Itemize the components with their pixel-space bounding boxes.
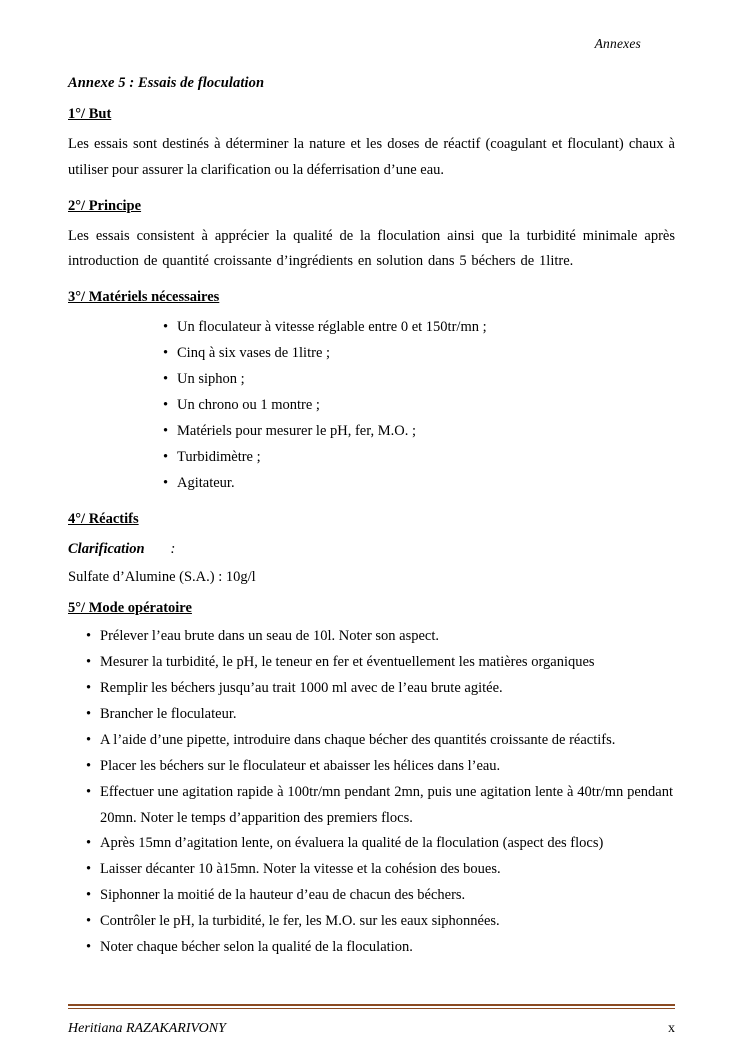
subheading-colon: : — [170, 540, 176, 557]
list-item — [163, 367, 675, 393]
list-item — [86, 676, 675, 702]
list-item-label: Mesurer la turbidité, le pH, le teneur en fer et éventuellement les matières organiques — [100, 653, 595, 670]
list-item — [163, 471, 675, 497]
bullet-icon: • — [163, 423, 169, 439]
list-item-label: Noter chaque bécher selon la qualité de la floculation. — [100, 939, 413, 956]
list-item-label: Placer les béchers sur le floculateur et abaisser les hélices dans l’eau. — [100, 757, 501, 774]
bullet-icon: • — [86, 653, 92, 670]
bullet-icon: • — [86, 887, 92, 904]
list-item-label: Effectuer une agitation rapide à 100tr/mn pendant 2mn, puis une agitation lente à 40tr/mn pendant 20mn. Noter le temps d’apparition des premiers flocs. — [100, 783, 673, 826]
footer-rule-thin — [68, 1008, 675, 1009]
list-item — [86, 883, 675, 909]
list-item-label: Brancher le floculateur. — [100, 705, 237, 722]
list-item-label: Remplir les béchers jusqu’au trait 1000 ml avec de l’eau brute agitée. — [100, 679, 503, 696]
footer-page-number: x — [668, 1021, 675, 1036]
bullet-icon: • — [86, 783, 92, 800]
list-item-label: Après 15mn d’agitation lente, on évaluera la qualité de la floculation (aspect des flocs) — [100, 835, 604, 852]
bullet-icon: • — [86, 835, 92, 852]
materiels-list — [68, 315, 675, 497]
list-item — [86, 624, 675, 650]
page-footer — [68, 1021, 675, 1037]
subheading-clarification — [68, 541, 675, 558]
bullet-icon: • — [163, 345, 169, 362]
list-item-label: Prélever l’eau brute dans un seau de 10l. Noter son aspect. — [100, 627, 440, 644]
bullet-icon: • — [86, 731, 92, 748]
bullet-icon: • — [163, 448, 169, 465]
list-item-label: A l’aide d’une pipette, introduire dans chaque bécher des quantités croissante de réactifs. — [100, 731, 616, 748]
list-item-label: Contrôler le pH, la turbidité, le fer, les M.O. sur les eaux siphonnées. — [100, 913, 500, 930]
bullet-icon: • — [163, 371, 169, 388]
bullet-icon: • — [86, 757, 92, 774]
list-item-label: Agitateur. — [177, 474, 235, 491]
list-item — [163, 341, 675, 367]
list-item — [86, 909, 675, 935]
footer-author: Heritiana RAZAKARIVONY — [68, 1021, 226, 1036]
section-heading-materiels: 3°/ Matériels nécessaires — [68, 289, 220, 306]
subheading-label: Clarification — [68, 540, 145, 557]
list-item — [163, 419, 675, 445]
section-heading-but: 1°/ But — [68, 106, 112, 122]
bullet-icon: • — [163, 397, 169, 414]
section-heading-reactifs: 4°/ Réactifs — [68, 510, 139, 527]
list-item — [86, 702, 675, 728]
bullet-icon: • — [86, 627, 92, 644]
list-item-label: Un siphon ; — [177, 371, 245, 388]
mode-operatoire-list — [68, 624, 675, 961]
list-item — [163, 393, 675, 419]
bullet-icon: • — [86, 939, 92, 956]
footer-rule-thick — [68, 1004, 675, 1006]
bullet-icon: • — [86, 705, 92, 722]
bullet-icon: • — [86, 913, 92, 930]
list-item-label: Turbidimètre ; — [177, 448, 261, 465]
list-item-label: Cinq à six vases de 1litre ; — [177, 345, 331, 362]
list-item — [86, 857, 675, 883]
section-heading-principe: 2°/ Principe — [68, 197, 142, 214]
page-title: Annexe 5 : Essais de floculation — [68, 75, 265, 91]
list-item — [86, 754, 675, 780]
list-item — [86, 935, 675, 961]
page-header — [68, 30, 675, 52]
list-item-label: Siphonner la moitié de la hauteur d’eau de chacun des béchers. — [100, 887, 466, 904]
bullet-icon: • — [163, 474, 169, 491]
bullet-icon: • — [163, 319, 169, 336]
bullet-icon: • — [86, 861, 92, 878]
header-label: Annexes — [594, 36, 641, 51]
list-item — [163, 315, 675, 341]
section-body-principe: Les essais consistent à apprécier la qualité de la floculation ainsi que la turbidité minimale après introduction de quantité croissante d’ingrédients en solution dans 5 béchers de 1litre. — [68, 227, 675, 270]
list-item-label: Un chrono ou 1 montre ; — [177, 397, 320, 414]
list-item — [86, 831, 675, 857]
list-item — [86, 728, 675, 754]
bullet-icon: • — [86, 679, 92, 696]
footer-divider — [68, 1004, 675, 1009]
section-body-but: Les essais sont destinés à déterminer la nature et les doses de réactif (coagulant et floculant) chaux à utiliser pour assurer la clarification ou la déferrisation d’une eau. — [68, 136, 675, 178]
list-item — [163, 445, 675, 471]
section-heading-mode-operatoire: 5°/ Mode opératoire — [68, 599, 192, 616]
list-item-label: Un floculateur à vitesse réglable entre 0 et 150tr/mn ; — [177, 319, 487, 336]
list-item-label: Matériels pour mesurer le pH, fer, M.O. ; — [177, 423, 417, 439]
reactifs-line: Sulfate d’Alumine (S.A.) : 10g/l — [68, 568, 256, 585]
list-item-label: Laisser décanter 10 à15mn. Noter la vitesse et la cohésion des boues. — [100, 861, 501, 878]
list-item — [86, 780, 675, 832]
list-item — [86, 650, 675, 676]
